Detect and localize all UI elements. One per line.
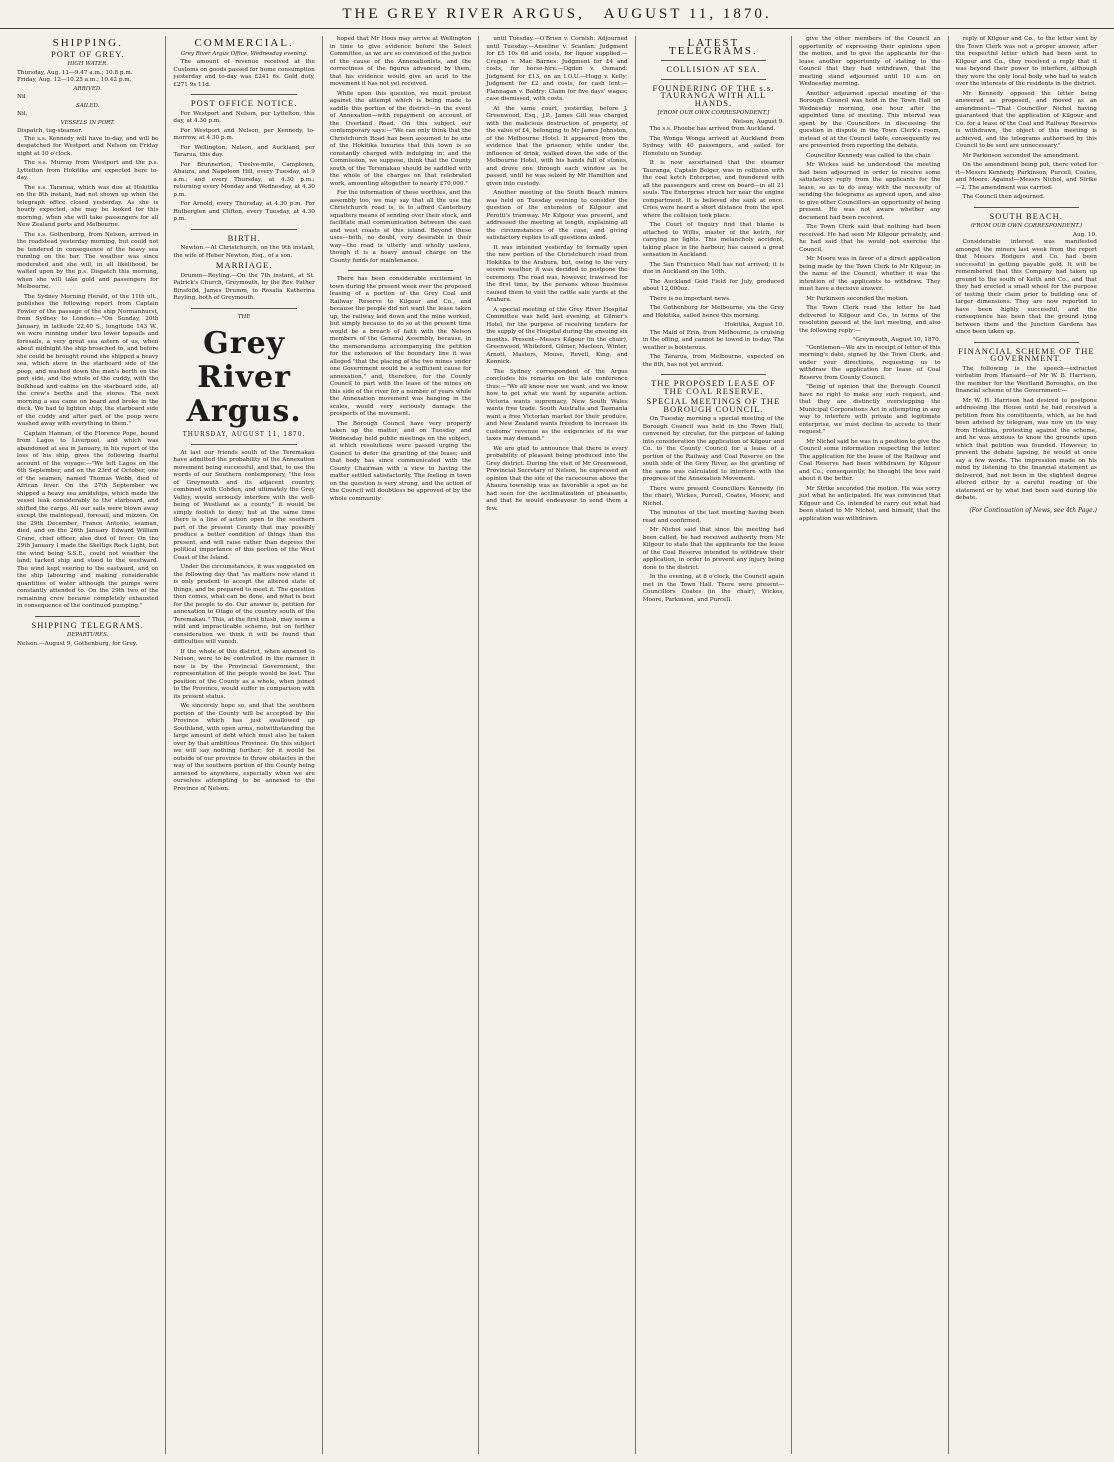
editorial-paragraph: While upon this question, we must protest against the attempt which is being made to saddle this portion of the district—in the event of Annexation—with repayment on account of the Overland Road. On this subject our contemporary says:—"We can only think that the Christchurch Road has been assumed to be one of the Hokitika luxuries that this town is so constantly charged with indulging in; and the Commission, we suppose, think that the County south of the Teremakau should be saddled with the whole of the charges on that celebrated work, amounting altogether to nearly £70,000." xyxy=(329,90,474,187)
high-water-label: HIGH WATER. xyxy=(67,61,108,67)
dateline: Nelson, August 9. xyxy=(732,118,785,125)
news-paragraph: The Wonga Wonga arrived at Auckland from Sydney with 40 passengers, and sailed for Honolulu on Sunday. xyxy=(642,135,786,157)
news-paragraph: In the evening, at 8 o'clock, the Council again met in the Town Hall. There were present—Councillors Coates (in the chair), Wickes, Moore, Parkinson, and Purcell. xyxy=(642,574,786,603)
divider xyxy=(661,79,766,80)
article-paragraph: Captain Hannan, of the Florence Pope, bound from Lagos to Liverpool, and which was abandoned at sea in January, in his report of the loss of his ship, gives the following fearful account of the voyage:—"We left Lagos on the 6th September, and on the 23rd of October, one of the seamen, named Thomas Webb, died of African fever. On the 27th September we shipped a heavy sea amidships, which made the vessel leak considerably to the starboard, and shifted the cargo. All our sails were blown away except the maintopsail, foresail, and mizzen. On the 29th December, France Antonio, seaman, died, and on the 26th January Edward William Crane, chief officer, also died of fever. On the 29th January I made the Skelligs Rock Light, but the wind being S.S.E., could not weather the land; tacked ship and stood to the westward. The wind kept veering to the eastward, and on the ship labouring and making considerable quantities of water although the pumps were constantly attended to. On the 29th two of the remaining crew became completely exhausted in consequence of the continued pumping." xyxy=(17,430,161,609)
vessels-value: Dispatch, tug-steamer. xyxy=(17,128,83,134)
divider xyxy=(191,229,296,230)
newspaper-logo: Grey River Argus. xyxy=(186,326,302,429)
divider xyxy=(191,94,296,95)
news-paragraph: Mr Nichol said that since the meeting had been called, he had received authority from Mr Kilgour to state that the applicants for the lease of the Coal Reserve intended to withdraw their application, in order to prevent any injury being done to the district. xyxy=(642,527,786,571)
news-paragraph: On the amendment being put, there voted for it—Messrs Kennedy, Parkinson, Purcell, Coates, and Moore. Against—Messrs Nichol, and Strike—2. The amendment was carried. xyxy=(955,162,1099,191)
letter-paragraph: "Being of opinion that the Borough Council have no right to make any such request, and that they are distinctly overstepping the Municipal Corporations Act in attempting in any way to interfere with private and legitimate enterprise, we must decline to accede to their request." xyxy=(799,384,943,435)
editorial-paragraph: hoped that Mr Hoos may arrive at Wellington in time to give evidence before the Select Committee, as we are so convinced of the justice of the cause of the Annexationists, and the correctness of the figures advanced by them, that his evidence would give an acid to the movement it has not yet received. xyxy=(329,36,474,87)
tide-line: Friday, Aug. 12—10.25 a.m.; 10.42 p.m. xyxy=(17,77,132,83)
column-4 xyxy=(478,36,634,1454)
news-paragraph: At the same court, yesterday, before J. Greenwood, Esq., J.P., James Gill was charged with the malicious destruction of property, of the value of £4, belonging to Mr James Johnston, of the Melbourne Hotel. It appeared from the evidence that the prisoner, while under the influence of drink, walked down the side of the Melbourne Hotel, with his hands full of stones, and drove one through each window as he passed, until he was seized by Mr Hamilton and given into custody. xyxy=(486,105,630,187)
editorial-paragraph: At last our friends south of the Teremakau have admitted the probability of the Annexation movement being successful, and that, to use the words of our Southern contemporary, "the loss of Greymouth and its adjacent country, combined with Cobden, and ultimately the Grey Valley, would seriously interfere with the well-being of Westland as a county," it would be simply foolish to deny; but at the same time there is a line of action open to the southern part of the present County that may possibly produce a better condition of things than the present, and will raise rather than depress the political importance of this portion of the West Coast of the Island. xyxy=(173,449,317,561)
news-paragraph: The Town Clerk said that nothing had been received. He had seen Mr Kilgour privately, and he had said that he would not exercise the Council. xyxy=(799,224,943,253)
news-paragraph: Mr Parkinson seconded the amendment. xyxy=(962,152,1080,159)
divider xyxy=(191,444,296,445)
news-paragraph: There is no important news. xyxy=(649,295,731,302)
article-paragraph: Drumm—Reyling.—On the 7th instant, at St. Patrick's Church, Greymouth, by the Rev. Father Binsfeild, James Drumm, to Rosalia Katherina Reyling, both of Greymouth. xyxy=(173,272,317,301)
news-paragraph: Mr Moore was in favor of a direct application being made by the Town Clerk to Mr Kilgour, in the name of the Council, whether it was the intention of the applicants to withdraw. They must have a decisive answer. xyxy=(799,256,943,292)
divider xyxy=(974,342,1079,343)
shipping-heading: SHIPPING. xyxy=(52,37,123,49)
column-6 xyxy=(791,36,947,1454)
financial-scheme-heading: FINANCIAL SCHEME OF THE GOVERNMENT. xyxy=(957,345,1095,363)
news-paragraph: Another meeting of the South Beach miners was held on Tuesday evening to consider the question of the extension of Kilgour and Perotti's tramway. Mr Kilgour was present, and addressed the meeting at length, explaining all the circumstances of the case, and giving satisfactory replies to all questions asked. xyxy=(486,190,630,241)
column-5 xyxy=(635,36,791,1454)
marriage-heading: MARRIAGE. xyxy=(215,260,273,270)
article-paragraph: For Brunnerton, Twelve-mile, Camptown, Ahaura, and Napoleon Hill, every Tuesday, at 9 a.m.; and every Thursday, at 4.30 p.m.; returning every Monday and Wednesday, at 4.30 p.m. xyxy=(173,161,317,198)
borough-council-heading: SPECIAL MEETINGS OF THE BOROUGH COUNCIL. xyxy=(646,396,781,414)
article-paragraph: The s.s. Gothenburg, from Nelson, arrived in the roadstead yesterday morning, but could not be tendered in consequence of the heavy sea running on the bar. The weather was since moderated and she will, in all likelihood, be waited upon by the p.s. Dispatch this morning, when she will take gold and passengers for Melbourne. xyxy=(17,231,161,290)
news-paragraph: The Sydney correspondent of the Argus concludes his remarks on the late conference thus:—"We all know now we want, and we know how to get what we want by separate action. Victoria wants supremacy, New South Wales wants free trade. South Australia and Tasmania want a free Victorian market for their produce, and New Zealand wants freedom to increase its customs' revenue as the exigencies of its war taxes may demand." xyxy=(486,368,630,442)
news-paragraph: Mr Kennedy opposed the letter being answered as proposed, and moved as an amendment—"That Councillor Nichol having guaranteed that the application of Kilgour and Co. for a lease of the Coal and Railway Reserves is withdrawn, the object of this meeting is achieved, and the telegrams authorised by this Council to be sent are unnecessary." xyxy=(955,90,1099,149)
news-paragraph: Another adjourned special meeting of the Borough Council was held in the Town Hall on Wednesday morning, one hour after the appointed time of meeting. This interval was spent by the Councillors in discussing the question in dispute in the Town Clerk's room, instead of at the Council table, consequently we are prevented from reporting the debate. xyxy=(799,90,943,149)
news-paragraph: Mr W. H. Harrison had desired to postpone addressing the House until he had received a petition from his constituents, which, as he had been advised by telegram, was now on its way from Hokitika, protesting against the scheme, and he was anxious to know the grounds upon which that petition was founded. However, to prevent the debate lapsing, he would at once say a few words. The impression made on his mind by listening to the financial statement as delivered, had not been in the slightest degree altered either by a careful reading of the statement or by what had been said during the debate. xyxy=(955,397,1099,501)
editorial-paragraph: The Borough Council have very properly taken up the matter, and on Tuesday and Wednesday held public meetings on the subject, at which resolutions were passed urging the Council to defer the granting of the lease; and that body has since communicated with the County Chairman with a view to having the matter settled satisfactorily. The feeling in town on the question is very strong, and the action of the Council will doubtless be approved of by the whole community. xyxy=(329,420,474,502)
news-paragraph: Councillor Kennedy was called to the chair. xyxy=(806,152,932,159)
news-paragraph: The minutes of the last meeting having been read and confirmed, xyxy=(642,510,786,524)
issue-date: THURSDAY, AUGUST 11, 1870. xyxy=(182,431,306,438)
news-paragraph: We are glad to announce that there is every probability of pleasant being produced into the Grey district. During the visit of Mr Greenwood, Provincial Secretary of Nelson, he expressed an opinion that the site of the racecourse above the Ahaura township was as favorable a spot as he had seen for the acclimatization of pheasants, and that he would endeavour to send them a few. xyxy=(486,445,630,512)
dateline: Hokitika, August 10. xyxy=(724,322,785,328)
logo-the: THE xyxy=(237,313,251,320)
article-paragraph: For Westport and Nelson, per Kennedy, to-morrow, at 4.30 p.m. xyxy=(173,127,315,141)
column-3 xyxy=(322,36,478,1454)
news-paragraph: A special meeting of the Grey River Hospital Committee was held last evening, at Gilmer's Hotel, for the purpose of receiving tenders for the supply of the Hospital during the ensuing six months. Present—Messrs Kilgour (in the chair), Greenwood, Whiteford, Gilmer, Macleen, Winter, Arnott, Masters, Mouse, Revell, King, and Kennick. xyxy=(486,306,630,365)
port-heading: PORT OF GREY. xyxy=(51,48,125,59)
departure-line: Nelson.—August 9, Gothenburg, for Grey. xyxy=(17,640,138,647)
news-paragraph: The Gothenburg for Melbourne, via the Grey and Hokitika, sailed hence this morning. xyxy=(642,305,786,319)
news-paragraph: The San Francisco Mail has not arrived; it is due in Auckland on the 10th. xyxy=(642,261,786,275)
news-paragraph: The Maid of Erin, from Melbourne, is cruising in the offing, and cannot be towed in to-day. The weather is boisterous. xyxy=(642,329,786,351)
news-paragraph: until Tuesday.—O'Brien v. Cornish: Adjourned until Tuesday.—Anseline v. Scanlan: Judgment for £5 10s 6d and costs, for liquor supplied.—Cregan v. Mac Barnes: Judgment for £4 and costs, for horse-hire.—Ogden v. Osmand: Judgment for £13, on an I.O.U.—Hogg v. Kelly: Judgment for £2 and costs, for cash lent.—Flannagan v. Baldry: Claim for five days' wages; case dismissed, with costs. xyxy=(486,36,630,102)
editorial-paragraph: There has been considerable excitement in town during the present week over the proposed leasing of a portion of the Grey Coal and Railway Reserve to Kilgour and Co., and because the people did not want the lease taken up, the railway laid down and the mine worked, but simply because to do so at the present time would be a breach of faith with the Nelson members of the General Assembly, because, in the memorandums accompanying the petition for the extension of the boundary line it was alleged "that the placing of the two mines under one Government would be a sufficient cause for annexation," and, therefore, for the County Council to part with the lease of the mines on this side of the river for a number of years while the Annexation movement was hanging in the scales, would very seriously damage the prospects of the movement. xyxy=(329,276,474,417)
masthead-date: AUGUST 11, 1870. xyxy=(603,6,772,22)
article-paragraph: The s.s. Kennedy will have to-day, and will be despatched for Westport and Nelson on Friday night at 10 o'clock. xyxy=(17,135,161,157)
news-paragraph: The Tararua, from Melbourne, expected on the 8th, has not yet arrived. xyxy=(642,354,786,368)
editorial-paragraph: Under the circumstances, it was suggested on the following day that "as matters now stand it is only prudent to accept the altered state of things, and be prepared to meet it. The question then comes, what can be done, and what is best for the people to do. Our answer is, petition for annexation to Otago of the country south of the Teremakau." This, at the first blush, may seem a wild and impracticable scheme, but on further consideration we think it will be found that difficulties will vanish. xyxy=(173,564,317,645)
news-paragraph: The s.s. Phoebe has arrived from Auckland. xyxy=(649,126,776,132)
tide-line: Thursday, Aug. 11—9.47 a.m.; 10.8 p.m. xyxy=(17,69,133,76)
divider xyxy=(974,207,1079,208)
editorial-paragraph: If the whole of this district, when annexed to Nelson, were to be controlled in the manner it now is by the Provincial Government, the representation of the people would be lost. The position of the County as a whole, when joined to the Province, would suffer in comparison with its present status. xyxy=(173,648,317,700)
news-paragraph: The Council then adjourned. xyxy=(962,194,1045,200)
article-paragraph: The amount of revenue received at the Customs on goods passed for home consumption yesterday and to-day was £241 6s. Gold duty, £271 9s 11d. xyxy=(173,59,317,88)
news-paragraph: There were present Councillors Kennedy (in the chair), Wickes, Purcell, Coates, Moore, and Nichol. xyxy=(642,485,786,507)
news-paragraph: It is now ascertained that the steamer Tauranga, Captain Bolger, was in collision with the coal ketch Enterprise, and foundered with all the passengers and crew on board—in all 21 souls. The Enterprise struck her near the engine compartment. It is believed she sank at once. Cries were heard a short distance from the spot where the collision took place. xyxy=(642,160,786,219)
correspondent-note: [FROM OUR OWN CORRESPONDENT.] xyxy=(657,110,770,116)
news-paragraph: Mr Wickes said he understood the meeting had been adjourned in order to receive some satisfactory reply from the applicants for the lease, so as to do away with the necessity of sending the telegrams as agreed upon, and also to give other Councillors an opportunity of being present. He was not aware whether any document had been received. xyxy=(799,162,943,221)
news-paragraph: On Tuesday morning a special meeting of the Borough Council was held in the Town Hall, convened by circular, for the purpose of taking into consideration the application of Kilgour and Co. to the County Council for a lease of a portion of the Railway and Coal Reserve on the south side of the Grey River, as the granting of the same was calculated to interfere with the progress of the Annexation Movement. xyxy=(642,416,786,482)
south-beach-heading: SOUTH BEACH. xyxy=(989,210,1063,221)
divider xyxy=(661,60,766,61)
dateline: Aug. 10. xyxy=(1072,231,1097,238)
latest-telegrams-heading: LATEST TELEGRAMS. xyxy=(669,37,758,57)
commercial-heading: COMMERCIAL. xyxy=(194,37,294,49)
editorial-paragraph: For the information of these worthies, and the assembly too, we may say that all the use the Christchurch road is, is to afford Canterbury squatters means of sending over their stock, and facilitate mail communication between the east and west coasts of this island. Beyond these uses—both, no doubt, very desirable in their way—the road is utterly and wholly useless, though it is a heavy annual charge on the County funds for maintenance. xyxy=(329,190,474,264)
arrived-value: Nil xyxy=(17,94,26,100)
divider xyxy=(191,308,296,309)
correspondent-note: (FROM OUR OWN CORRESPONDENT.) xyxy=(970,223,1083,229)
article-paragraph: The Sydney Morning Herald, of the 11th ult., publishes the following report from Captain Fowler of the passage of the ship Normanhurst, from Sydney to London:—"On Sunday, 20th January, in latitude 22.40 S., longitude 143 W., we were running under two lower topsails and foresails, a very great sea astern of us, when about midnight the ship broached to, and before she could be brought round she shipped a heavy sea, which stove in the starboard side of the poop, and washed down the man's berth on the port side, and the whole of the cuddy, with the bulkhead and cabins on the starboard side, all the crew's berths and the stores. The next morning a sea came on board and broke in the deck. We had to lighten ship; the starboard side of the cuddy and after part of the poop were washed away with everything in them." xyxy=(17,293,161,427)
article-paragraph: For Westport and Nelson, per Lyttelton, this day, at 4.30 p.m. xyxy=(173,110,317,124)
coal-lease-heading: THE PROPOSED LEASE OF THE COAL RESERVE. xyxy=(651,378,776,396)
letter-dateline: "Greymouth, August 10, 1870. xyxy=(852,337,941,343)
newspaper-columns xyxy=(10,36,1104,1454)
birth-heading: BIRTH. xyxy=(227,232,261,243)
continuation-note: (For Continuation of News, see 4th Page.) xyxy=(969,506,1097,514)
column-2 xyxy=(165,36,321,1454)
article-paragraph: Newton.—At Christchurch, on the 9th instant, the wife of Heber Newton, Esq., of a son. xyxy=(173,245,317,259)
collision-heading: COLLISION AT SEA. xyxy=(666,64,761,74)
article-paragraph: For Wellington, Nelson, and Auckland, per Tararua, this day. xyxy=(173,144,317,158)
news-paragraph: Mr Parkinson seconded the motion. xyxy=(806,295,909,302)
news-paragraph: Considerable interest was manifested amongst the miners last week from the report that Messrs Rodgers and Co. had been successful in getting payable gold. It will be remembered that this Company had taken up ground to the south of Keith and Co., and that they had erected a small wheel for the purpose of testing their claim prior to building one of larger dimensions. They are now reported to have been highly successful, and the consequence has been that the ground lying between them and the Junction Gardens has since been taken up. xyxy=(955,239,1099,335)
divider xyxy=(35,616,140,617)
sailed-label: SAILED. xyxy=(75,102,100,109)
news-paragraph: Mr Strike seconded the motion. He was sorry just what he anticipated. He was convinced that Kilgour and Co. intended to carry out what had been stated to Mr Nichol, and himself, that the application was withdrawn. xyxy=(799,485,943,522)
departures-label: DEPARTURES. xyxy=(67,632,109,638)
article-paragraph: For Arnold, every Thursday, at 4.30 p.m. For Rutherglen and Clifton, every Tuesday, at 4.30 p.m. xyxy=(173,201,317,222)
news-paragraph: The following is the speech—extracted verbatim from Hansard—of Mr W. B. Harrison, the member for the Westland Boroughs, on the financial scheme of the Government:— xyxy=(955,365,1099,394)
divider xyxy=(661,374,766,375)
news-paragraph: The Town Clerk read the letter he had delivered to Kilgour and Co., in terms of the resolution passed at the last meeting, and also the following reply:— xyxy=(799,305,943,334)
letter-paragraph: "Gentlemen—We are in receipt of letter of this morning's date, signed by the Town Clerk, and under your directions, requesting us to withdraw the application for lease of Coal Reserve from County Council. xyxy=(799,344,943,381)
article-paragraph: The s.s. Taranua, which was due at Hokitika on the 8th instant, had not shown up when the telegraph office closed yesterday. As she is hourly expected, she may be looked for this morning, when she will take passengers for all New Zealand ports and Melbourne. xyxy=(17,184,161,228)
divider xyxy=(348,270,453,271)
column-1 xyxy=(10,36,165,1454)
news-paragraph: give the other members of the Council an opportunity of expressing their opinions upon the motion, and to give the applicants for the lease another opportunity of stating to the Council that they had withdrawn, that the meeting stand adjourned until 10 a.m. on Wednesday morning. xyxy=(799,36,943,87)
article-paragraph: The s.s. Murray from Westport and the p.s. Lyttelton from Hokitika are expected here to-day. xyxy=(17,160,161,181)
post-office-heading: POST OFFICE NOTICE. xyxy=(190,98,298,108)
news-paragraph: The Auckland Gold Field for July, produced about 12,000oz. xyxy=(642,278,786,292)
masthead-title: THE GREY RIVER ARGUS, xyxy=(342,6,585,22)
commercial-subheading: Grey River Argus Office, Wednesday evening. xyxy=(180,50,308,57)
news-paragraph: Mr Nichol said he was in a position to give the Council some information respecting the letter. The application for the lease of the Railway and Coal Reserve had been withdrawn by Kilgour and Co.; consequently, he thought the less said about it the better. xyxy=(799,438,943,482)
vessels-label: VESSELS IN PORT. xyxy=(60,119,115,126)
editorial-paragraph: We sincerely hope so, and that the southern portion of the County will be accepted by the Province which has just swallowed up Southland, with open arms, notwithstanding the large amount of debt which must also be taken over by that ambitious Province. On this subject we will say nothing further; for it would be outside of our province to throw obstacles in the way of the southern portion of the County being annexed to anywhere, especially when we are ourselves attempting to be annexed to the Province of Nelson. xyxy=(173,703,317,792)
news-paragraph: It was intended yesterday to formally open the new portion of the Christchurch road from Hokitika to the Arahura, but, owing to the very severe weather, it was decided to postpone the ceremony. The road was, however, traversed for the first time, by the persons whose business caused them to visit the cattle sale yards at the Arahura. xyxy=(486,244,630,303)
news-paragraph: The Court of Inquiry find that blame is attached to Willis, master of the ketch, for carrying no lights. This melancholy accident, taking place in the harbour, has caused a great sensation in Auckland. xyxy=(642,222,786,258)
shipping-telegrams-heading: SHIPPING TELEGRAMS. xyxy=(31,619,144,630)
column-7 xyxy=(948,36,1104,1454)
arrived-label: ARRIVED. xyxy=(73,85,102,92)
sailed-value: Nil. xyxy=(17,111,28,117)
news-paragraph: reply of Kilgour and Co., to the letter sent by the Town Clerk was not a proper answer, after the respectful letter which had been sent to Kilgour and Co., they received a reply that it was beyond their power to interfere, although they were the only local body who had to watch over the interests of the residents in the district. xyxy=(955,36,1099,87)
masthead xyxy=(0,0,1114,29)
foundering-heading: FOUNDERING OF THE s.s. TAURANGA WITH ALL HANDS. xyxy=(652,82,775,108)
